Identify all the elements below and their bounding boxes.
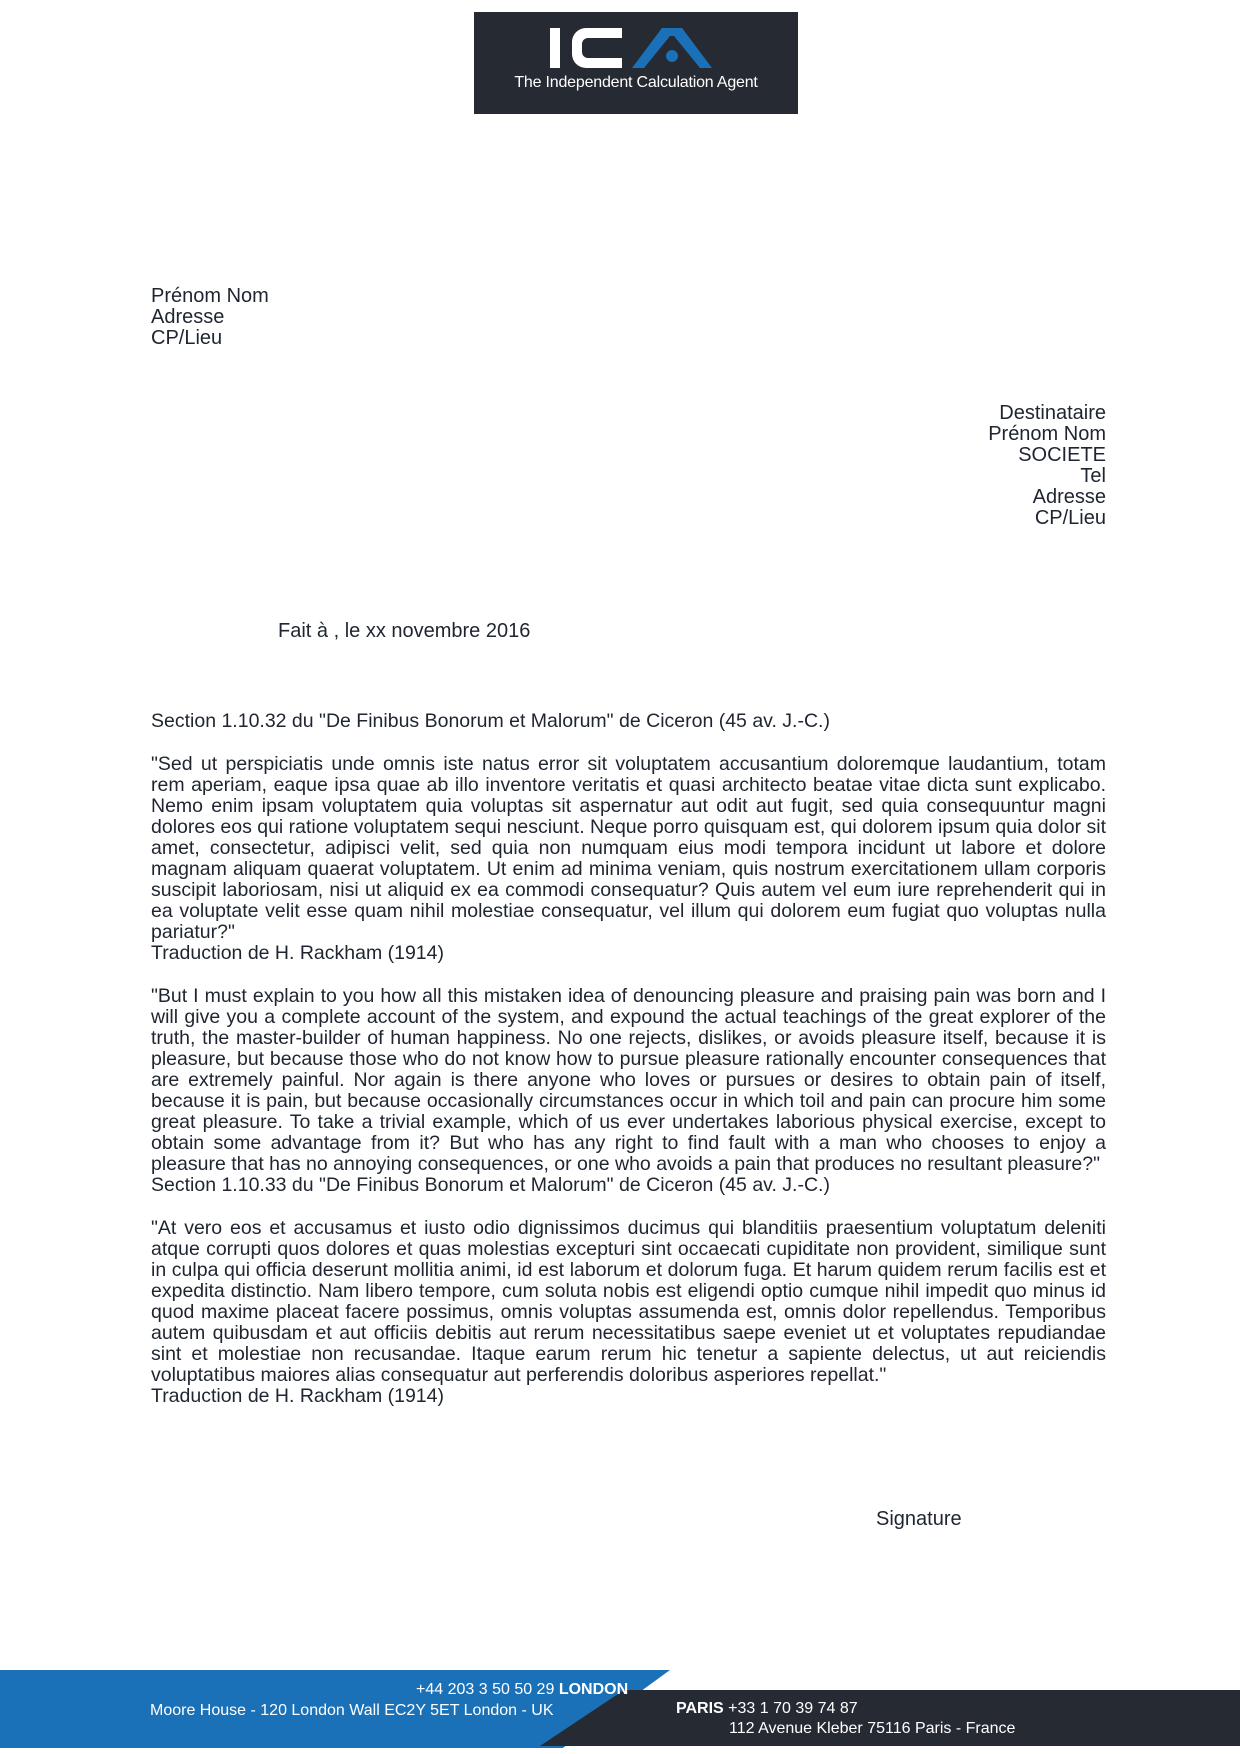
paris-phone: +33 1 70 39 74 87 <box>728 1700 858 1717</box>
translation-note: Traduction de H. Rackham (1914) <box>151 942 444 964</box>
sender-address <box>151 286 269 349</box>
sender-name: Prénom Nom <box>151 285 269 307</box>
recipient-name: Prénom Nom <box>988 423 1106 445</box>
recipient-address <box>988 403 1106 529</box>
london-phone: +44 203 3 50 50 29 <box>416 1681 555 1698</box>
paris-contact <box>676 1700 858 1718</box>
sender-street: Adresse <box>151 306 225 328</box>
section-heading: Section 1.10.33 du "De Finibus Bonorum et Malorum" de Ciceron (45 av. J.-C.) <box>151 1174 830 1196</box>
body-paragraph: "Sed ut perspiciatis unde omnis iste natus error sit voluptatem accusantium doloremque laudantium, totam rem aperiam, eaque ipsa quae ab illo inventore veritatis et quasi architecto beatae vitae dicta sunt explicabo. Nemo enim ipsam voluptatem quia voluptas sit aspernatur aut odit aut fugit, sed quia consequuntur magni dolores eos qui ratione voluptatem sequi nesciunt. Neque porro quisquam est, qui dolorem ipsum quia dolor sit amet, consectetur, adipisci velit, sed quia non numquam eius modi tempora incidunt ut labore et dolore magnam aliquam quaerat voluptatem. Ut enim ad minima veniam, quis nostrum exercitationem ullam corporis suscipit laboriosam, nisi ut aliquid ex ea commodi consequatur? Quis autem vel eum iure reprehenderit qui in ea voluptate velit esse quam nihil molestiae consequatur, vel illum qui dolorem eum fugiat quo voluptas nulla pariatur?" <box>151 753 1106 943</box>
sender-city: CP/Lieu <box>151 327 223 349</box>
london-city: LONDON <box>558 1681 629 1698</box>
recipient-phone: Tel <box>1080 465 1106 487</box>
signature: Signature <box>876 1508 962 1530</box>
letter-body <box>151 711 1106 1407</box>
section-heading: Section 1.10.32 du "De Finibus Bonorum et Malorum" de Ciceron (45 av. J.-C.) <box>151 710 830 732</box>
paris-city: PARIS <box>676 1700 724 1717</box>
ica-logo-mark <box>550 24 722 72</box>
date-line: Fait à , le xx novembre 2016 <box>278 620 531 642</box>
london-contact <box>416 1681 628 1699</box>
london-address: Moore House - 120 London Wall EC2Y 5ET London - UK <box>150 1702 554 1719</box>
recipient-street: Adresse <box>1032 486 1106 508</box>
translation-note: Traduction de H. Rackham (1914) <box>151 1385 444 1407</box>
recipient-company: SOCIETE <box>1018 444 1106 466</box>
recipient-city: CP/Lieu <box>1034 507 1106 529</box>
body-paragraph: "At vero eos et accusamus et iusto odio dignissimos ducimus qui blanditiis praesentium voluptatum deleniti atque corrupti quos dolores et quas molestias excepturi sint occaecati cupiditate non provident, similique sunt in culpa qui officia deserunt mollitia animi, id est laborum et dolorum fuga. Et harum quidem rerum facilis est et expedita distinctio. Nam libero tempore, cum soluta nobis est eligendi optio cumque nihil impedit quo minus id quod maxime placeat facere possimus, omnis voluptas assumenda est, omnis dolor repellendus. Temporibus autem quibusdam et aut officiis debitis aut rerum necessitatibus saepe eveniet ut et voluptates repudiandae sint et molestiae non recusandae. Itaque earum rerum hic tenetur a sapiente delectus, ut aut reiciendis voluptatibus maiores alias consequatur aut perferendis doloribus asperiores repellat." <box>151 1217 1106 1386</box>
body-paragraph: "But I must explain to you how all this mistaken idea of denouncing pleasure and praising pain was born and I will give you a complete account of the system, and expound the actual teachings of the great explorer of the truth, the master-builder of human happiness. No one rejects, dislikes, or avoids pleasure itself, because it is pleasure, but because those who do not know how to pursue pleasure rationally encounter consequences that are extremely painful. Nor again is there anyone who loves or pursues or desires to obtain pain of itself, because it is pain, but because occasionally circumstances occur in which toil and pain can procure him some great pleasure. To take a trivial example, which of us ever undertakes laborious physical exercise, except to obtain some advantage from it? But who has any right to find fault with a man who chooses to enjoy a pleasure that has no annoying consequences, or one who avoids a pain that produces no resultant pleasure?" <box>151 985 1106 1175</box>
paris-address: 112 Avenue Kleber 75116 Paris - France <box>729 1720 1016 1737</box>
recipient-label: Destinataire <box>999 402 1106 424</box>
logo-tagline: The Independent Calculation Agent <box>514 74 758 91</box>
company-logo <box>474 12 798 114</box>
